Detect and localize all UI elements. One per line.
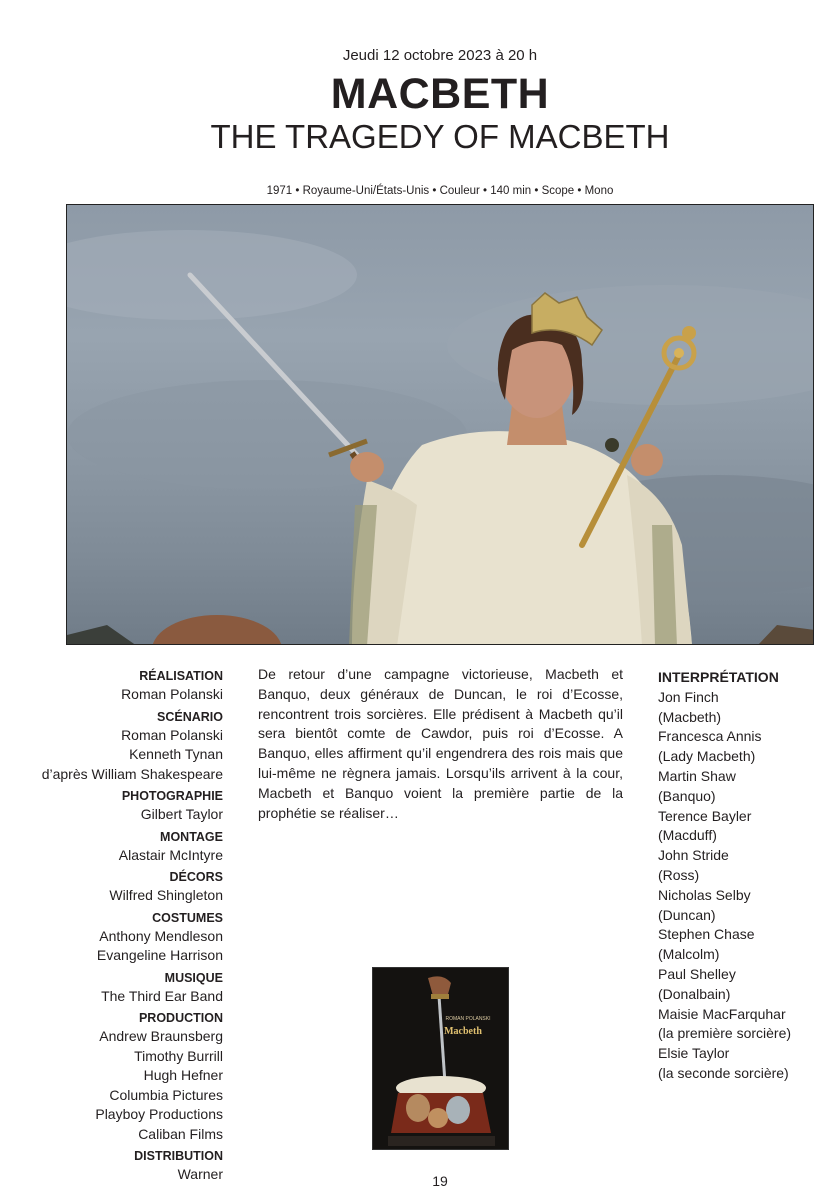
credit-role-screenplay: SCÉNARIO xyxy=(157,709,223,724)
poster-top-text: ROMAN POLANSKI xyxy=(445,1016,491,1022)
screening-date: Jeudi 12 octobre 2023 à 20 h xyxy=(342,47,538,64)
credit-name: Columbia Pictures xyxy=(109,1086,223,1103)
credit-name: Timothy Burrill xyxy=(134,1047,223,1064)
credit-name: Anthony Mendleson xyxy=(99,927,223,944)
credit-name: The Third Ear Band xyxy=(101,987,223,1004)
film-still-image xyxy=(66,204,814,645)
credit-name: Roman Polanski xyxy=(121,726,223,743)
credit-name: Roman Polanski xyxy=(121,686,223,702)
film-meta-line: 1971 • Royaume-Uni/États-Unis • Couleur • 140 min • Scope • Mono xyxy=(266,185,614,197)
cast-character: (Macbeth) xyxy=(658,708,722,725)
cast-heading: INTERPRÉTATION xyxy=(658,669,779,685)
cast-actor: Stephen Chase xyxy=(658,926,755,943)
synopsis-text: De retour d’une campagne victorieuse, Macbeth et Banquo, deux généraux de Duncan, le roi d’Ecosse, rencontrent trois sorcières. Elle prédisent à Macbeth qu’il sera bientôt comte de Cawdor, puis roi d’Ecosse. A Banquo, elles affirment qu’il engendrera des rois mais que lui-même ne règnera jamais. Lorsqu’ils arrivent à la cour, Macbeth et Banquo voient la première partie de la prophétie se réaliser… xyxy=(258,666,623,821)
cast-actor: Paul Shelley xyxy=(658,965,736,982)
cast-actor: Jon Finch xyxy=(658,688,719,705)
credit-name: Gilbert Taylor xyxy=(140,806,223,822)
cast-actor: Maisie MacFarquhar xyxy=(658,1005,786,1022)
cast-column xyxy=(658,668,818,1084)
credit-name: Evangeline Harrison xyxy=(96,947,223,963)
credit-role-direction: RÉALISATION xyxy=(139,669,223,683)
cast-character: (la première sorcière) xyxy=(658,1025,792,1042)
cast-actor: Nicholas Selby xyxy=(658,886,751,903)
page-number: 19 xyxy=(432,1173,448,1189)
credit-name: Caliban Films xyxy=(138,1125,223,1142)
credit-name: Hugh Hefner xyxy=(143,1067,223,1083)
credit-name: Wilfred Shingleton xyxy=(109,887,223,903)
cast-actor: Francesca Annis xyxy=(658,728,762,745)
cast-character: (la seconde sorcière) xyxy=(658,1064,789,1081)
credit-role-costumes: COSTUMES xyxy=(152,910,223,925)
credit-role-music: MUSIQUE xyxy=(164,970,223,985)
credit-name: d’après William Shakespeare xyxy=(41,765,223,782)
credit-role-photography: PHOTOGRAPHIE xyxy=(121,789,223,803)
original-title: THE TRAGEDY OF MACBETH xyxy=(210,118,670,155)
credit-role-distribution: DISTRIBUTION xyxy=(134,1149,223,1163)
cast-character: (Duncan) xyxy=(658,906,716,923)
credit-name: Warner xyxy=(177,1166,223,1182)
cast-actor: Martin Shaw xyxy=(658,767,736,784)
credit-name: Playboy Productions xyxy=(95,1106,223,1122)
credit-name: Kenneth Tynan xyxy=(129,746,223,762)
cast-character: (Donalbain) xyxy=(658,985,731,1002)
cast-actor: John Stride xyxy=(658,847,729,864)
cast-character: (Ross) xyxy=(658,866,700,883)
poster-title-text: Macbeth xyxy=(444,1026,482,1037)
film-title: MACBETH xyxy=(330,70,550,118)
credit-role-editing: MONTAGE xyxy=(160,829,223,844)
credit-name: Andrew Braunsberg xyxy=(99,1028,223,1044)
cast-actor: Terence Bayler xyxy=(658,807,752,824)
cast-actor: Elsie Taylor xyxy=(658,1045,730,1062)
credit-role-production: PRODUCTION xyxy=(138,1011,223,1025)
cast-character: (Lady Macbeth) xyxy=(658,748,756,765)
credits-column xyxy=(0,668,223,1185)
credit-name: Alastair McIntyre xyxy=(118,846,223,863)
credit-role-set-design: DÉCORS xyxy=(169,870,223,884)
cast-character: (Banquo) xyxy=(658,787,716,804)
cast-character: (Malcolm) xyxy=(658,946,720,963)
cast-character: (Macduff) xyxy=(658,827,717,844)
film-poster-image xyxy=(372,967,509,1150)
